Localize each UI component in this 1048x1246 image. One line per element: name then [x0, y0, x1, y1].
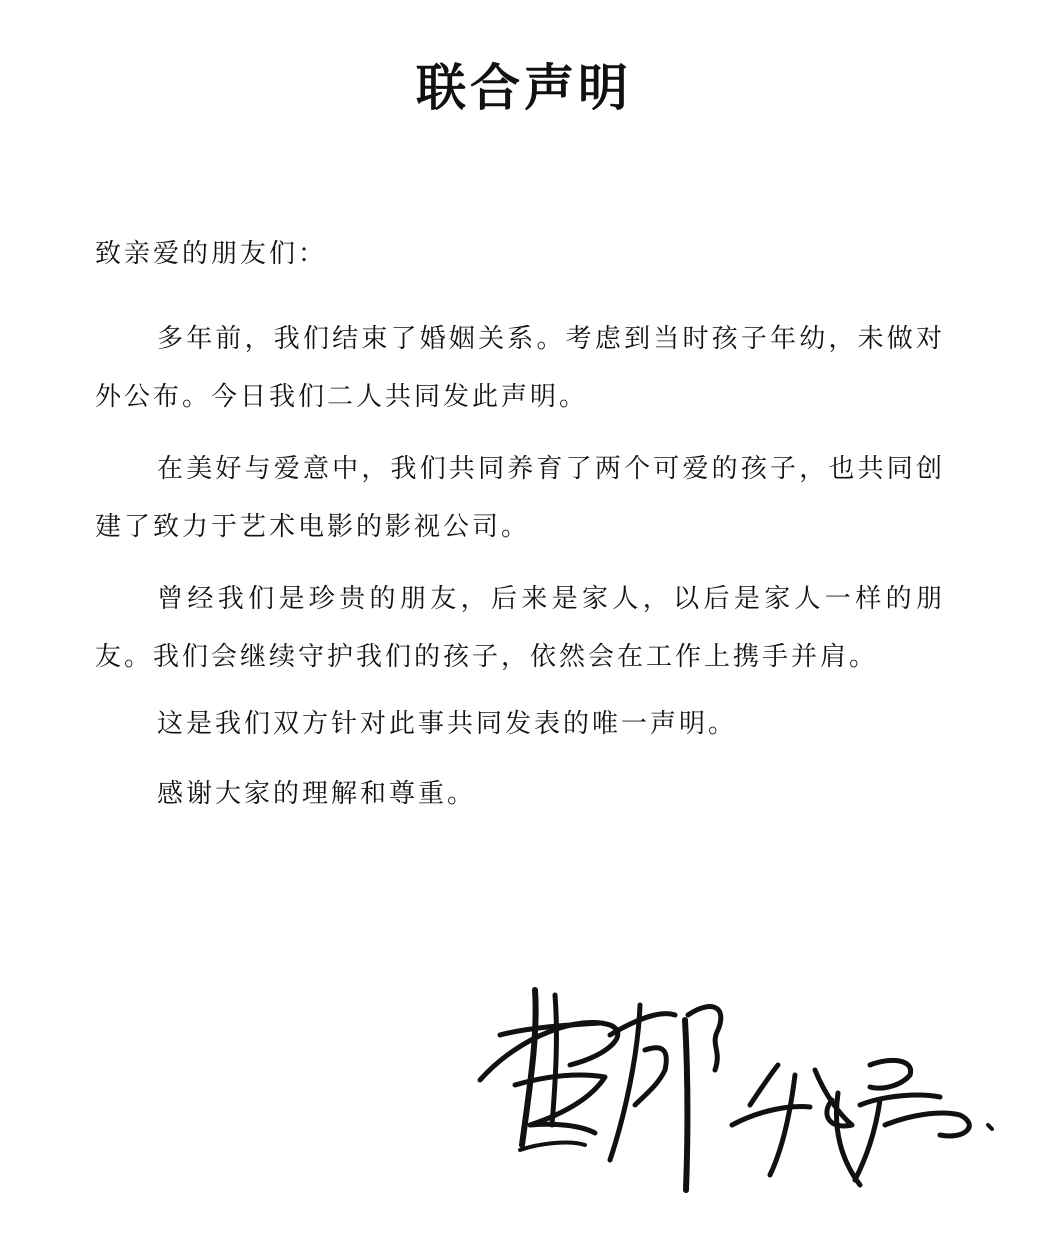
statement-body [95, 310, 945, 840]
handwritten-signature [460, 975, 1020, 1205]
paragraph-5: 感谢大家的理解和尊重。 [157, 779, 477, 809]
paragraph-4: 这是我们双方针对此事共同发表的唯一声明。 [157, 709, 738, 739]
paragraph-3: 曾经我们是珍贵的朋友，后来是家人，以后是家人一样的朋友。我们会继续守护我们的孩子，依然会在工作上携手并肩。 [95, 584, 945, 672]
salutation: 致亲爱的朋友们： [95, 239, 328, 269]
paragraph-1: 多年前，我们结束了婚姻关系。考虑到当时孩子年幼，未做对外公布。今日我们二人共同发此声明。 [95, 324, 945, 412]
paragraph-2: 在美好与爱意中，我们共同养育了两个可爱的孩子，也共同创建了致力于艺术电影的影视公司。 [95, 454, 945, 542]
document-title: 联合声明 [416, 58, 632, 117]
